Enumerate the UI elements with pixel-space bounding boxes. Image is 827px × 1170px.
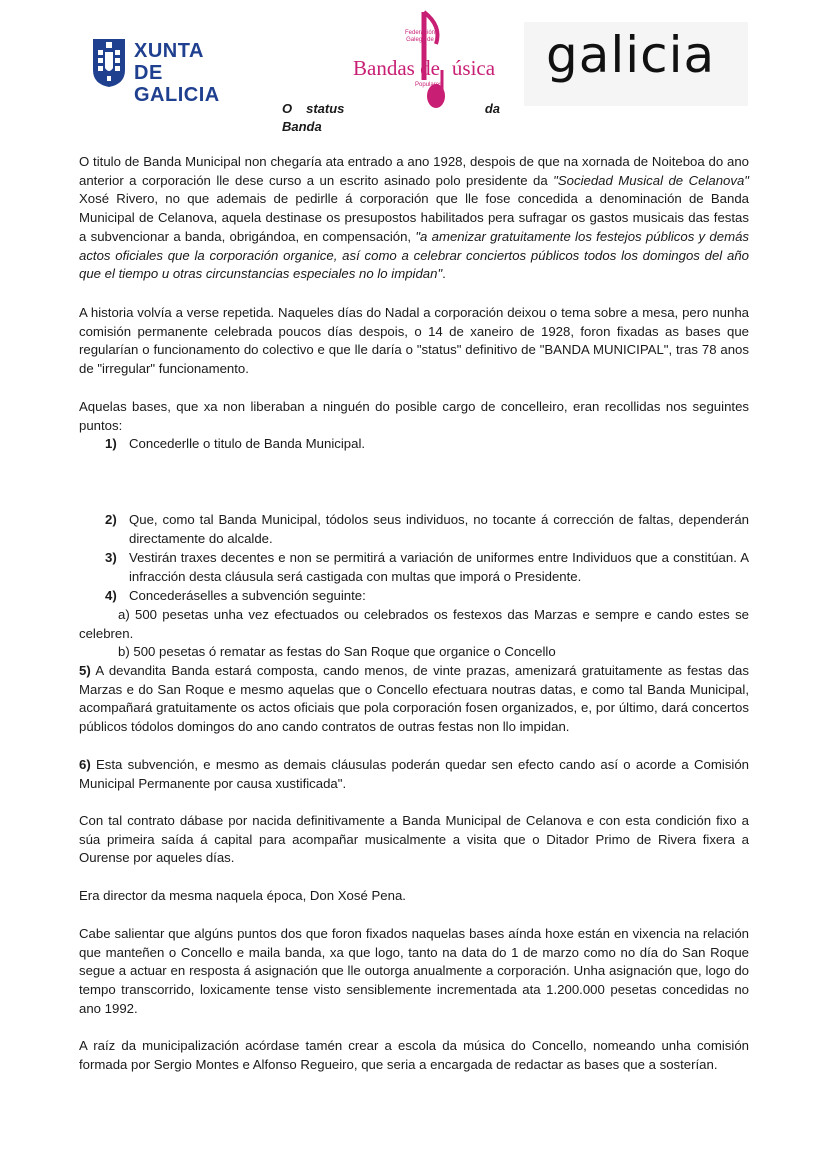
list-text: Vestirán traxes decentes e non se permitirá a variación de uniformes entre Individuos que a constitúan. A infracción desta cláusula será castigada con multas que imporá o Presidente. [129,550,749,584]
paragraph-7: A raíz da municipalización acórdase tamén crear a escola da música do Concello, nomeando unha comisión formada por Sergio Montes e Alfonso Regueiro, que seria a encargada de redactar as bases que a sosterían. [79,1038,749,1072]
title-word-status: status [306,101,345,116]
list-item-2 [105,511,749,548]
bandas-federation-text [390,30,450,44]
list-sub-item-a: a) 500 pesetas unha vez efectuados ou celebrados os festexos das Marzas e sempre e cando estes se celebren. [79,607,749,641]
title-word-o: O [282,101,293,116]
list-number: 1) [105,436,117,451]
list-text: Concederáselles a subvención seguinte: [129,588,366,603]
bandas-musica-word: úsica [451,56,496,80]
galicia-wordmark: galicia [546,26,716,84]
list-text: Esta subvención, e mesmo as demais cláusulas poderán quedar sen efecto cando así o acorde a Comisión Municipal Permanente por causa xustificada". [79,757,749,791]
galicia-logo [524,22,748,106]
list-item-3 [105,549,749,586]
p1-text-a: O titulo de Banda Municipal non chegaría ata entrado a ano 1928, despois de que na xornada de Noiteboa do ano anterior a corporación lle dese curso a un escrito asinado polo presidente da [79,154,749,188]
xunta-de-galicia-logo [92,38,252,106]
list-item-1 [105,435,749,454]
paragraph-1 [79,153,749,284]
list-item-6 [79,756,749,793]
paragraph-5: Era director da mesma naquela época, Don Xosé Pena. [79,888,406,903]
list-text: Concederlle o titulo de Banda Municipal. [129,436,366,451]
bandas-small-line-2: Galega de [406,37,434,43]
bandas-populares-text: Populares [415,82,443,88]
p1-text-e: . [442,266,446,282]
page-title [282,100,500,136]
bandas-small-line-1: Federación [404,30,436,36]
bandas-main-word: Bandas de [353,56,440,80]
p1-text-c: Xosé Rivero, no que ademais de pedirlle á corporación que lle fose concedida a denominación de Banda Municipal de Celanova, aquela destinase os presupostos habilitados pera sufragar os gastos musicais das festas a subvencionar a banda, obrigándoa, en compensación, [79,191,749,244]
list-number: 5) [79,663,91,678]
list-item-5 [79,662,749,737]
list-sub-item-b: b) 500 pesetas ó rematar as festas do San Roque que organice o Concello [118,644,556,659]
paragraph-4: Con tal contrato dábase por nacida definitivamente a Banda Municipal de Celanova e con esta condición fixo a súa primeira saída á capital para acompañar musicalmente a visita que o Ditador Primo de Rivera fixera a Ourense por aqueles días. [79,813,749,866]
xunta-line-1: XUNTA [134,40,204,62]
title-word-da: da [484,101,500,116]
list-item-4 [105,587,749,606]
list-text: Que, como tal Banda Municipal, tódolos seus individuos, no tocante á corrección de faltas, dependerán directamente do alcalde. [129,512,749,546]
p1-society-name: "Sociedad Musical de Celanova" [553,172,749,188]
p1-quote: "a amenizar gratuitamente los festejos públicos y demás actos oficiales que la corporación organice, así como a celebrar conciertos públicos todos los domingos del año que el tiempo u otras circunstancias especiales no lo impidan" [79,228,749,282]
list-text: A devandita Banda estará composta, cando menos, de vinte prazas, amenizará gratuitamente as festas das Marzas e do San Roque e mesmo aquelas que o Concello efectuara noutras datas, e como tal Banda Municipal, acompañará gratuitamente os actos oficiais que pola corporación fosen organizados, e, por último, dará concertos públicos tódolos domingos do ano cando contratos de outras festas non llo impidan. [79,663,749,735]
title-word-banda: Banda [282,119,322,134]
xunta-wordmark [134,40,252,106]
list-number: 2) [105,512,117,527]
paragraph-6: Cabe salientar que algúns puntos dos que foron fixados naquelas bases aínda hoxe están en vixencia na relación que manteñen o Concello e maila banda, xa que logo, tanto na data do 1 de marzo como no día do San Roque segue a actuar en resposta á asignación que lle outorga anualmente a corporación. Unha asignación que, logo do tempo transcorrido, loxicamente tense visto sensiblemente incrementada ata 1.200.000 pesetas concedidas no ano 1992. [79,926,749,1016]
paragraph-3: Aquelas bases, que xa non liberaban a ninguén do posible cargo de concelleiro, eran recollidas nos seguintes puntos: [79,399,749,433]
list-number: 3) [105,550,117,565]
bandas-main-text [353,56,495,81]
xunta-shield-icon [92,38,126,88]
list-number: 4) [105,588,117,603]
list-number: 6) [79,757,91,772]
xunta-line-2: DE GALICIA [134,62,220,106]
paragraph-2: A historia volvía a verse repetida. Naqueles días do Nadal a corporación deixou o tema sobre a mesa, pero nunha comisión permanente celebrada poucos días despois, o 14 de xaneiro de 1928, foron fixadas as bases que regularían o funcionamento do colectivo e que lle daría o "status" definitivo de "BANDA MUNICIPAL", tras 78 anos de "irregular" funcionamento. [79,305,749,377]
